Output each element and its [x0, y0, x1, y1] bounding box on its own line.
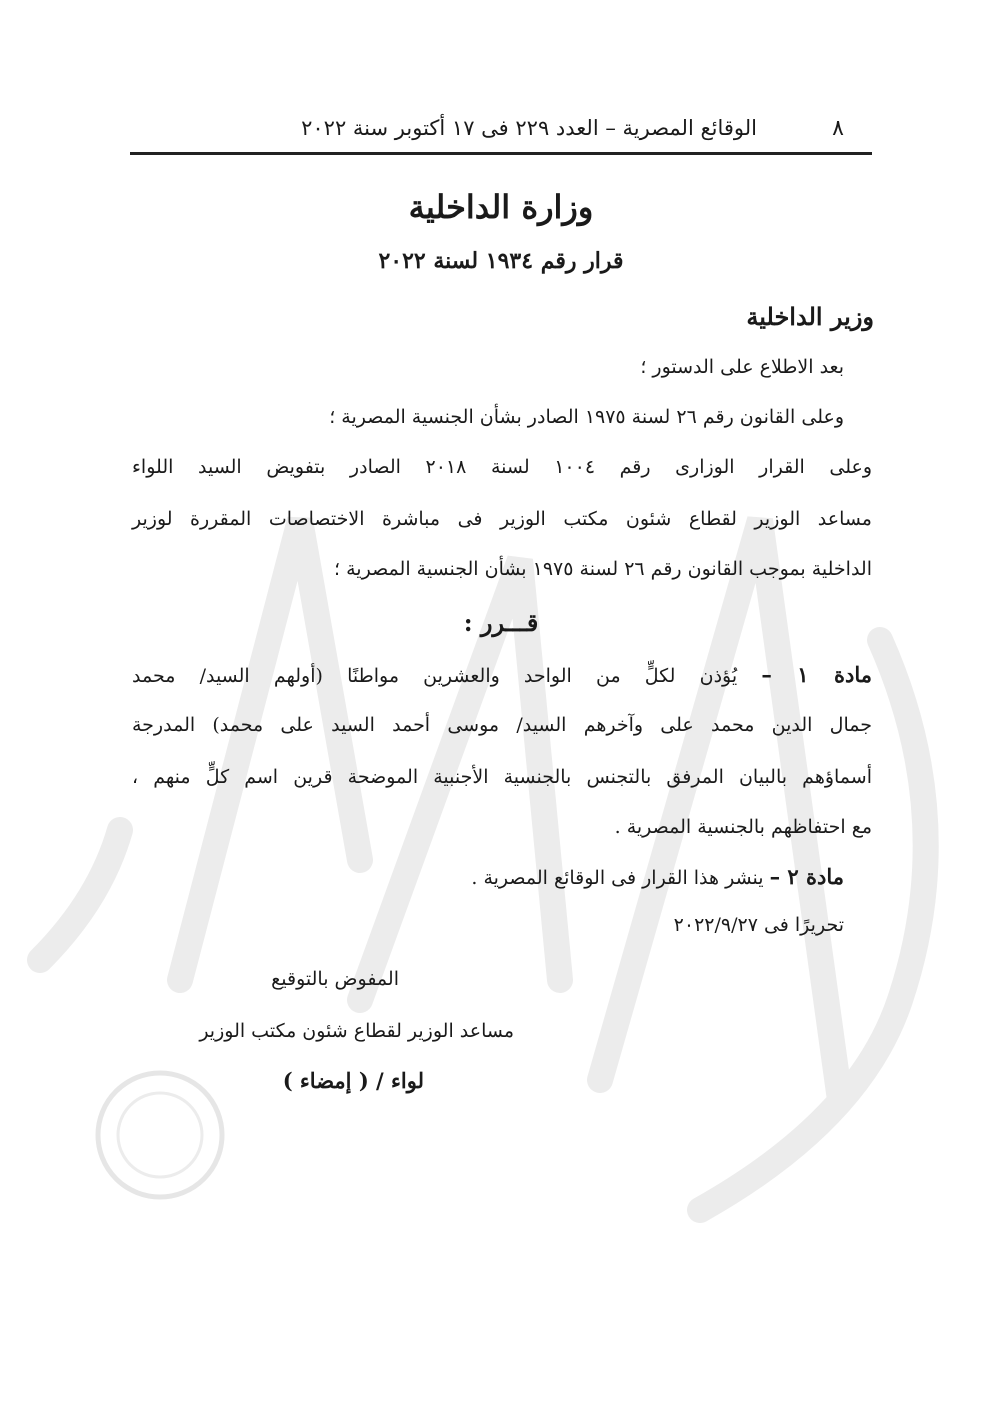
preamble-line-3: وعلى القرار الوزارى رقم ١٠٠٤ لسنة ٢٠١٨ الصادر بتفويض السيد اللواء	[132, 456, 872, 478]
date-line: تحريرًا فى ٢٠٢٢/٩/٢٧	[673, 914, 844, 936]
page-header	[130, 112, 872, 155]
decided-heading: قـــرر :	[463, 608, 539, 637]
article-2-line	[471, 864, 844, 889]
article-1-line-4: مع احتفاظهم بالجنسية المصرية .	[614, 816, 872, 838]
watermark-stroke	[180, 520, 360, 980]
seal-icon	[98, 1073, 222, 1197]
preamble-line-5: الداخلية بموجب القانون رقم ٢٦ لسنة ١٩٧٥ بشأن الجنسية المصرية ؛	[334, 558, 872, 580]
watermark-stroke	[40, 830, 120, 960]
article-1-line-1	[132, 662, 872, 687]
ministry-title: وزارة الداخلية	[408, 188, 594, 226]
seal-inner	[118, 1093, 202, 1177]
signature-delegate: المفوض بالتوقيع	[271, 968, 399, 990]
preamble-line-2: وعلى القانون رقم ٢٦ لسنة ١٩٧٥ الصادر بشأن الجنسية المصرية ؛	[329, 406, 844, 428]
article-2-label: مادة ٢ –	[769, 864, 844, 889]
preamble-line-4: مساعد الوزير لقطاع شئون مكتب الوزير فى مباشرة الاختصاصات المقررة لوزير	[132, 508, 872, 530]
article-1-label: مادة ١ –	[761, 662, 873, 687]
decree-title: قرار رقم ١٩٣٤ لسنة ٢٠٢٢	[378, 248, 624, 274]
issuer-heading: وزير الداخلية	[746, 302, 874, 331]
article-1-line-2: جمال الدين محمد على وآخرهم السيد/ موسى أحمد السيد على محمد) المدرجة	[132, 714, 872, 736]
signature-rank: لواء / ( إمضاء )	[282, 1068, 424, 1093]
article-1-line-3: أسماؤهم بالبيان المرفق بالتجنس بالجنسية الأجنبية الموضحة قرين اسم كلٍّ منهم ،	[132, 766, 872, 788]
article-2-text: ينشر هذا القرار فى الوقائع المصرية .	[471, 867, 764, 889]
watermark-stroke	[600, 520, 840, 1100]
preamble-line-1: بعد الاطلاع على الدستور ؛	[640, 356, 844, 378]
page-number: ٨	[832, 116, 844, 141]
running-title: الوقائع المصرية – العدد ٢٢٩ فى ١٧ أكتوبر سنة ٢٠٢٢	[301, 116, 757, 140]
article-1-text: يُؤذن لكلٍّ من الواحد والعشرين مواطنًا (أولهم السيد/ محمد	[132, 665, 738, 687]
signature-position: مساعد الوزير لقطاع شئون مكتب الوزير	[199, 1020, 514, 1042]
